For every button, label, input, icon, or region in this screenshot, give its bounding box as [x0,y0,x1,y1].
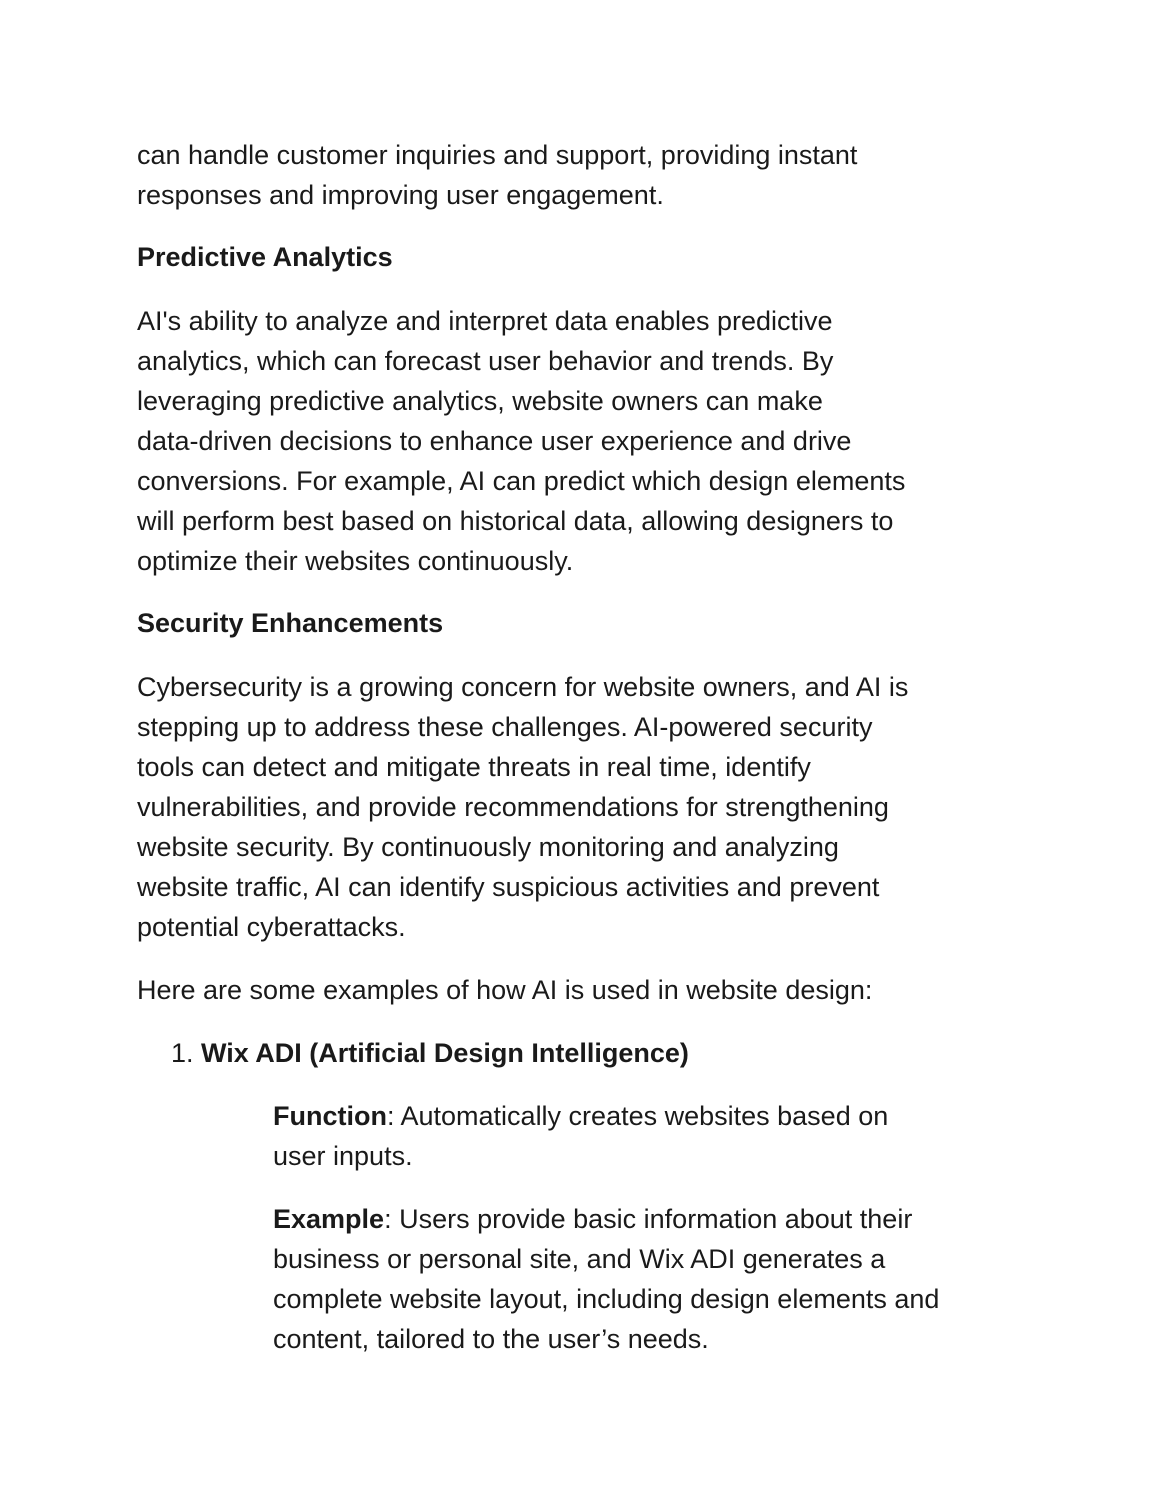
predictive-line-2: analytics, which can forecast user behavior and trends. By [137,346,834,376]
predictive-line-3: leveraging predictive analytics, website owners can make [137,386,823,416]
function-text: : Automatically creates websites based on [386,1101,889,1131]
security-line-5: website security. By continuously monitoring and analyzing [137,832,839,862]
examples-intro: Here are some examples of how AI is used in website design: [137,975,873,1005]
security-line-1: Cybersecurity is a growing concern for website owners, and AI is [137,672,909,702]
list-item-title: Wix ADI (Artificial Design Intelligence) [201,1038,689,1068]
function-line-1 [273,1096,888,1136]
predictive-line-1: AI's ability to analyze and interpret data enables predictive [137,306,833,336]
security-line-3: tools can detect and mitigate threats in real time, identify [137,752,811,782]
list-item [171,1033,689,1073]
intro-line-2: responses and improving user engagement. [137,180,664,210]
security-line-2: stepping up to address these challenges. AI-powered security [137,712,873,742]
example-line-1 [273,1199,912,1239]
example-line-4: content, tailored to the user’s needs. [273,1324,709,1354]
predictive-line-6: will perform best based on historical data, allowing designers to [137,506,894,536]
intro-line-1: can handle customer inquiries and support, providing instant [137,140,858,170]
predictive-line-5: conversions. For example, AI can predict which design elements [137,466,906,496]
example-line-2: business or personal site, and Wix ADI generates a [273,1244,886,1274]
security-heading: Security Enhancements [137,608,444,638]
predictive-line-7: optimize their websites continuously. [137,546,574,576]
security-line-7: potential cyberattacks. [137,912,406,942]
example-text: : Users provide basic information about their [384,1204,913,1234]
example-label: Example [273,1204,385,1234]
predictive-heading: Predictive Analytics [137,242,393,272]
list-item-number: 1. [171,1038,194,1068]
function-line-2: user inputs. [273,1141,413,1171]
function-label: Function [273,1101,387,1131]
security-line-4: vulnerabilities, and provide recommendations for strengthening [137,792,889,822]
security-line-6: website traffic, AI can identify suspicious activities and prevent [137,872,880,902]
example-line-3: complete website layout, including design elements and [273,1284,940,1314]
predictive-line-4: data-driven decisions to enhance user experience and drive [137,426,852,456]
